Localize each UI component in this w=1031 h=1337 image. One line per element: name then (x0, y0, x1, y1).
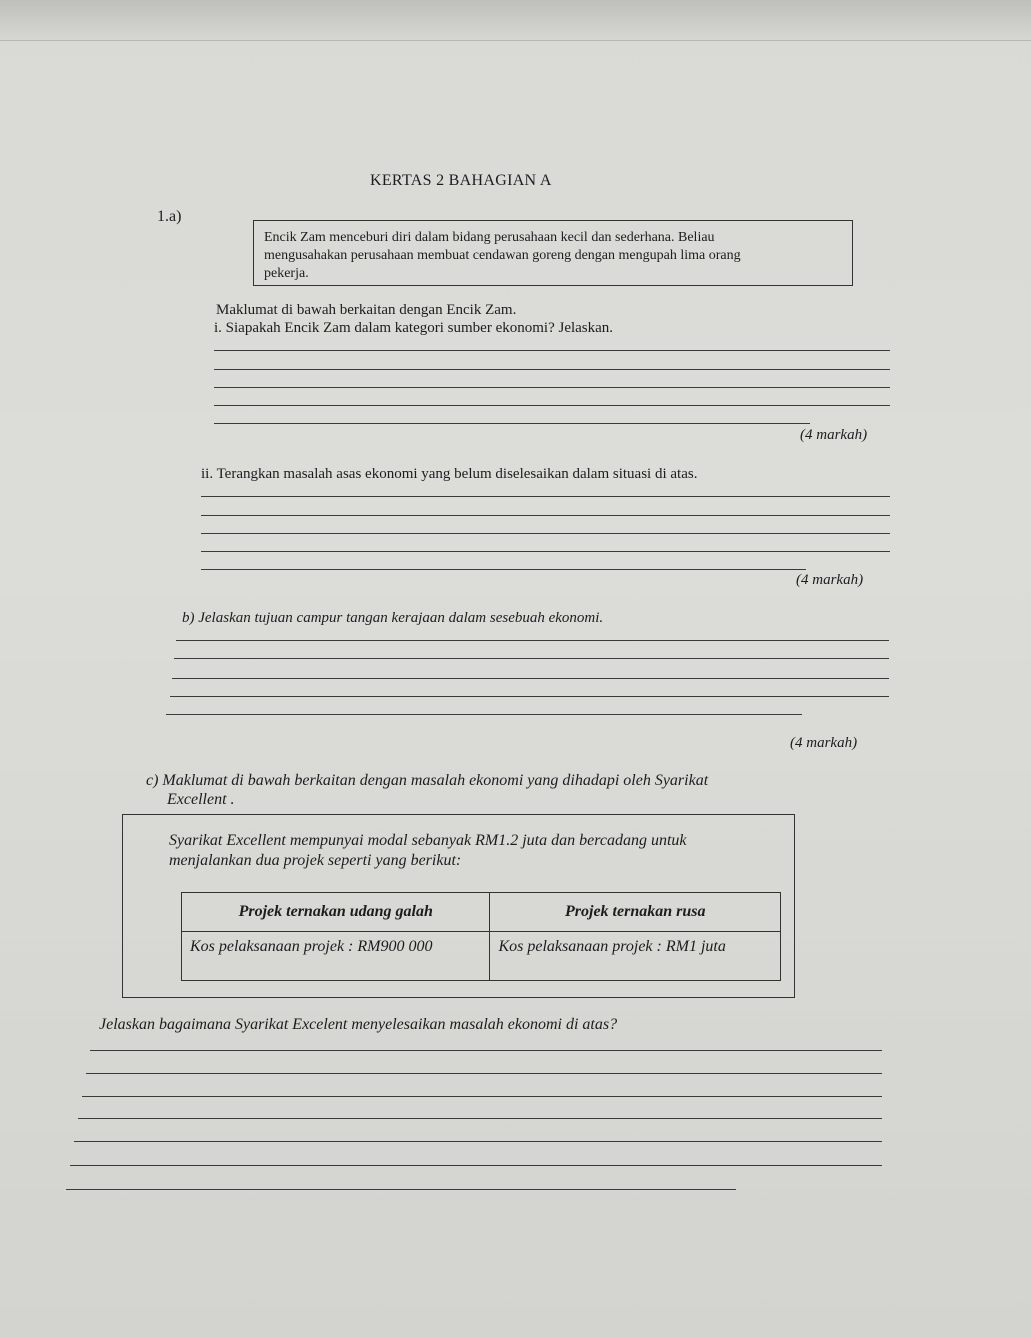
answer-line[interactable] (201, 569, 806, 570)
answer-line[interactable] (201, 515, 890, 516)
answer-line[interactable] (201, 533, 890, 534)
answer-line[interactable] (214, 350, 890, 351)
answer-line[interactable] (86, 1073, 882, 1074)
scenario-text (169, 831, 789, 871)
page-title: KERTAS 2 BAHAGIAN A (370, 172, 552, 189)
table-header-row (182, 893, 781, 932)
question-1c: Jelaskan bagaimana Syarikat Excelent menyelesaikan masalah ekonomi di atas? (99, 1016, 618, 1033)
marks-label: (4 markah) (796, 572, 864, 588)
answer-line[interactable] (214, 387, 890, 388)
answer-line[interactable] (214, 405, 890, 406)
table-row (182, 932, 781, 981)
scenario-line: Encik Zam menceburi diri dalam bidang perusahaan kecil dan sederhana. Beliau (264, 230, 715, 245)
answer-line[interactable] (172, 678, 889, 679)
question-1b: b) Jelaskan tujuan campur tangan kerajaan dalam sesebuah ekonomi. (182, 610, 604, 626)
marks-label: (4 markah) (790, 735, 858, 751)
question-number-1a: 1.a) (157, 208, 182, 225)
marks-label: (4 markah) (800, 427, 868, 443)
answer-line[interactable] (90, 1050, 882, 1051)
scenario-box-syarikat-excellent (122, 814, 795, 998)
answer-line[interactable] (78, 1118, 882, 1119)
table-header: Projek ternakan udang galah (182, 893, 490, 932)
paper-fold-edge (0, 0, 1031, 41)
answer-line[interactable] (170, 696, 889, 697)
scenario-line: menjalankan dua projek seperti yang berikut: (169, 852, 462, 869)
answer-line[interactable] (166, 714, 802, 715)
scenario-line: mengusahakan perusahaan membuat cendawan goreng dengan mengupah lima orang (264, 248, 741, 263)
scenario-line: Syarikat Excellent mempunyai modal sebanyak RM1.2 juta dan bercadang untuk (169, 832, 687, 849)
scenario-box-encik-zam (253, 220, 853, 286)
scenario-line: pekerja. (264, 266, 309, 281)
question-1c-intro: c) Maklumat di bawah berkaitan dengan masalah ekonomi yang dihadapi oleh Syarikat (146, 772, 709, 789)
question-1a-i: i. Siapakah Encik Zam dalam kategori sumber ekonomi? Jelaskan. (214, 320, 614, 336)
answer-line[interactable] (66, 1189, 736, 1190)
project-table (181, 892, 781, 981)
answer-line[interactable] (176, 640, 889, 641)
info-text: Maklumat di bawah berkaitan dengan Encik Zam. (216, 302, 517, 318)
table-header: Projek ternakan rusa (490, 893, 781, 932)
answer-line[interactable] (174, 658, 889, 659)
table-cell: Kos pelaksanaan projek : RM1 juta (490, 932, 781, 981)
answer-line[interactable] (70, 1165, 882, 1166)
table-cell: Kos pelaksanaan projek : RM900 000 (182, 932, 490, 981)
answer-line[interactable] (82, 1096, 882, 1097)
question-1c-intro-cont: Excellent . (167, 791, 235, 808)
answer-line[interactable] (214, 423, 810, 424)
answer-line[interactable] (214, 369, 890, 370)
question-1a-ii: ii. Terangkan masalah asas ekonomi yang belum diselesaikan dalam situasi di atas. (201, 466, 698, 482)
answer-line[interactable] (201, 496, 890, 497)
answer-line[interactable] (201, 551, 890, 552)
answer-line[interactable] (74, 1141, 882, 1142)
